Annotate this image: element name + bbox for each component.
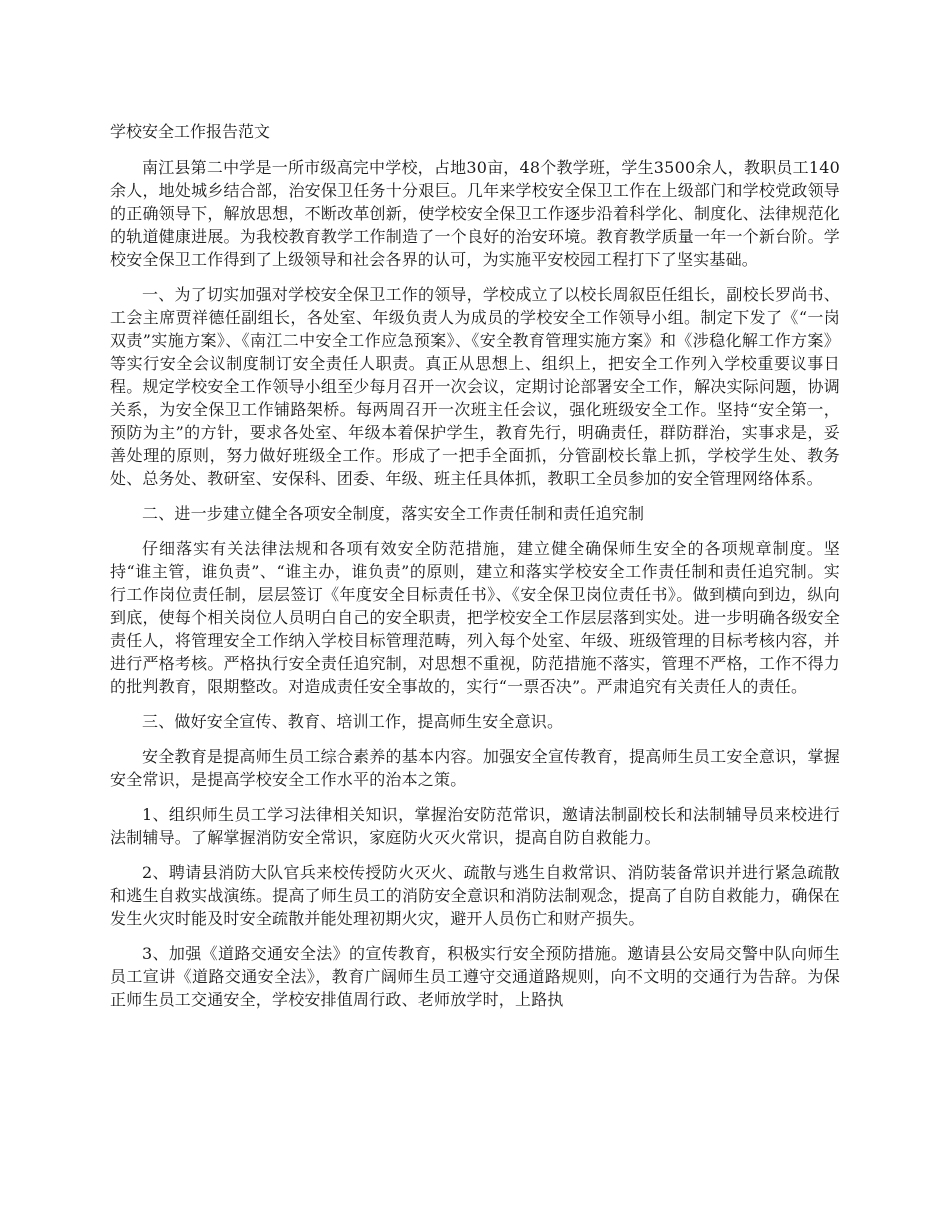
paragraph-section-2: 仔细落实有关法律法规和各项有效安全防范措施，建立健全确保师生安全的各项规章制度。坚持“谁主管，谁负责”、“谁主办，谁负责”的原则，建立和落实学校安全工作责任制和责任追究制。实行工作岗位责任制，层层签订《年度安全目标责任书》、《安全保卫岗位责任书》。做到横向到边，纵向到底，使每个相关岗位人员明白自己的安全职责，把学校安全工作层层落到实处。进一步明确各级安全责任人，将管理安全工作纳入学校目标管理范畴，列入每个处室、年级、班级管理的目标考核内容，并进行严格考核。严格执行安全责任追究制，对思想不重视，防范措施不落实，管理不严格，工作不得力的批判教育，限期整改。对造成责任安全事故的，实行“一票否决”。严肃追究有关责任人的责任。 xyxy=(110,539,840,696)
paragraph-item-3: 3、加强《道路交通安全法》的宣传教育，积极实行安全预防措施。邀请县公安局交警中队向师生员工宣讲《道路交通安全法》，教育广阔师生员工遵守交通道路规则，向不文明的交通行为告辞。为保正师生员工交通安全，学校安排值周行政、老师放学时，上路执 xyxy=(110,944,840,1009)
paragraph-section-3-intro: 安全教育是提高师生员工综合素养的基本内容。加强安全宣传教育，提高师生员工安全意识，掌握安全常识，是提高学校安全工作水平的治本之策。 xyxy=(110,747,840,789)
paragraph-section-1: 一、为了切实加强对学校安全保卫工作的领导，学校成立了以校长周叙臣任组长，副校长罗尚书、工会主席贾祥德任副组长，各处室、年级负责人为成员的学校安全工作领导小组。制定下发了《“一岗双责”实施方案》、《南江二中安全工作应急预案》、《安全教育管理实施方案》和《涉稳化解工作方案》等实行安全会议制度制订安全责任人职责。真正从思想上、组织上，把安全工作列入学校重要议事日程。规定学校安全工作领导小组至少每月召开一次会议，定期讨论部署安全工作，解决实际问题，协调关系，为安全保卫工作铺路架桥。每两周召开一次班主任会议，强化班级安全工作。坚持“安全第一，预防为主”的方针，要求各处室、年级本着保护学生，教育先行，明确责任，群防群治，实事求是，妥善处理的原则，努力做好班级全工作。形成了一把手全面抓，分管副校长靠上抓，学校学生处、教务处、总务处、教研室、安保科、团委、年级、班主任具体抓，教职工全员参加的安全管理网络体系。 xyxy=(110,285,840,488)
paragraph-intro: 南江县第二中学是一所市级高完中学校，占地30亩，48个教学班，学生3500余人，教职员工140余人，地处城乡结合部，治安保卫任务十分艰巨。几年来学校安全保卫工作在上级部门和学校党政领导的正确领导下，解放思想，不断改革创新，使学校安全保卫工作逐步沿着科学化、制度化、法律规范化的轨道健康进展。为我校教育教学工作制造了一个良好的治安环境。教育教学质量一年一个新台阶。学校安全保卫工作得到了上级领导和社会各界的认可，为实施平安校园工程打下了坚实基础。 xyxy=(110,158,840,269)
heading-section-2: 二、进一步建立健全各项安全制度，落实安全工作责任制和责任追究制 xyxy=(142,504,645,523)
document-page xyxy=(110,120,840,1023)
document-title: 学校安全工作报告范文 xyxy=(110,122,271,141)
heading-section-3: 三、做好安全宣传、教育、培训工作，提高师生安全意识。 xyxy=(142,712,564,731)
paragraph-item-2: 2、聘请县消防大队官兵来校传授防火灭火、疏散与逃生自救常识、消防装备常识并进行紧急疏散和逃生自救实战演练。提高了师生员工的消防安全意识和消防法制观念，提高了自防自救能力，确保在发生火灾时能及时安全疏散并能处理初期火灾，避开人员伤亡和财产损失。 xyxy=(110,863,840,928)
paragraph-item-1: 1、组织师生员工学习法律相关知识，掌握治安防范常识，邀请法制副校长和法制辅导员来校进行法制辅导。了解掌握消防安全常识，家庭防火灭火常识，提高自防自救能力。 xyxy=(110,805,840,847)
